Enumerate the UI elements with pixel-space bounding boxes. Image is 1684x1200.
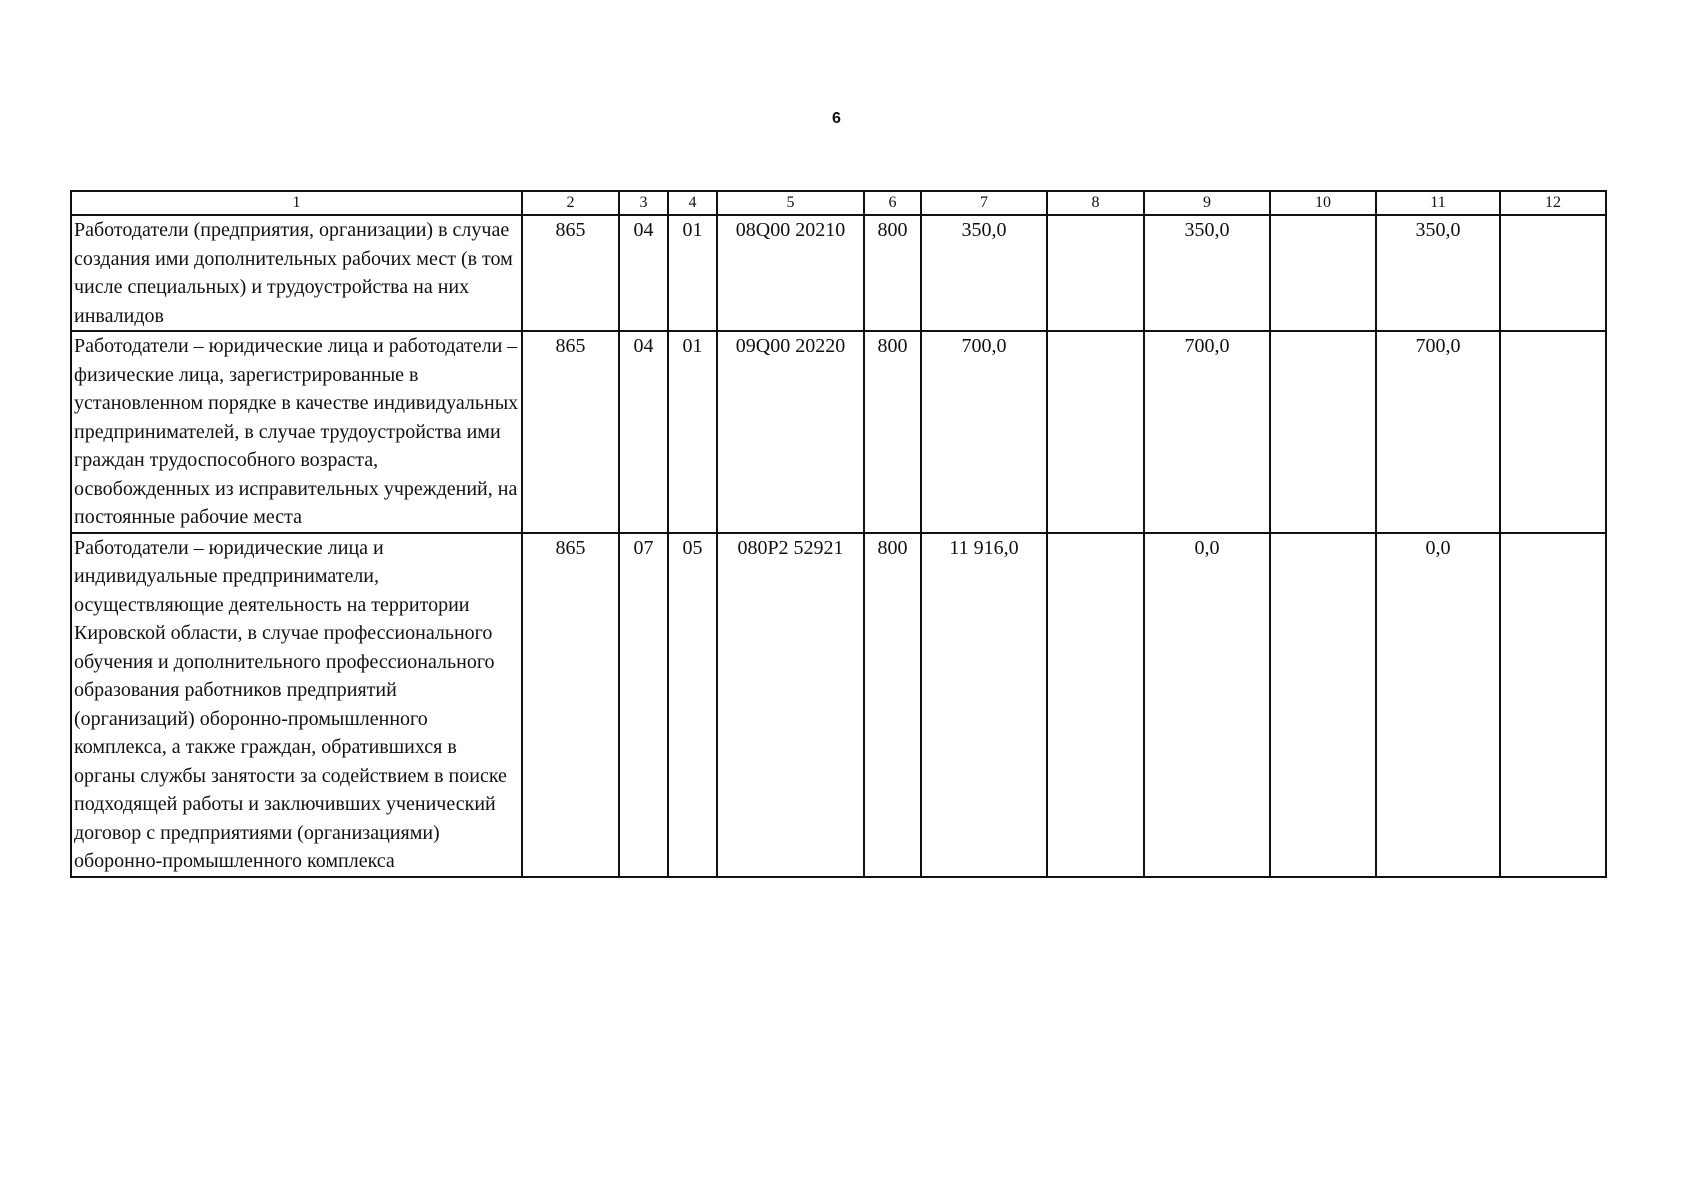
cell-col11: 350,0	[1376, 215, 1500, 331]
table-row	[71, 215, 1606, 331]
cell-col9: 350,0	[1144, 215, 1270, 331]
cell-col11: 700,0	[1376, 331, 1500, 533]
header-cell: 6	[864, 191, 921, 215]
cell-col7: 11 916,0	[921, 533, 1047, 877]
header-row	[71, 191, 1606, 215]
cell-col10	[1270, 215, 1376, 331]
cell-col7: 700,0	[921, 331, 1047, 533]
cell-col4: 01	[668, 215, 717, 331]
header-cell: 8	[1047, 191, 1144, 215]
cell-col6: 800	[864, 533, 921, 877]
header-cell: 12	[1500, 191, 1606, 215]
cell-col8	[1047, 533, 1144, 877]
cell-col2: 865	[522, 215, 619, 331]
header-cell: 7	[921, 191, 1047, 215]
cell-col3: 04	[619, 215, 668, 331]
budget-table	[70, 190, 1607, 878]
recipient-description: Работодатели – юридические лица и работодатели – физические лица, зарегистрированные в установленном порядке в качестве индивидуальных предпринимателей, в случае трудоустройства ими граждан трудоспособного возраста, освобожденных из исправительных учреждений, на постоянные рабочие места	[71, 331, 522, 533]
header-cell: 3	[619, 191, 668, 215]
header-cell: 11	[1376, 191, 1500, 215]
cell-col5: 08Q00 20210	[717, 215, 864, 331]
header-cell: 4	[668, 191, 717, 215]
header-cell: 10	[1270, 191, 1376, 215]
cell-col8	[1047, 215, 1144, 331]
cell-col5: 080P2 52921	[717, 533, 864, 877]
page-number: 6	[832, 110, 841, 127]
header-cell: 9	[1144, 191, 1270, 215]
cell-col6: 800	[864, 215, 921, 331]
cell-col12	[1500, 533, 1606, 877]
header-cell: 5	[717, 191, 864, 215]
recipient-description: Работодатели – юридические лица и индивидуальные предприниматели, осуществляющие деятельность на территории Кировской области, в случае профессионального обучения и дополнительного профессионального образования работников предприятий (организаций) оборонно-промышленного комплекса, а также граждан, обратившихся в органы службы занятости за содействием в поиске подходящей работы и заключивших ученический договор с предприятиями (организациями) оборонно-промышленного комплекса	[71, 533, 522, 877]
table-row	[71, 533, 1606, 877]
cell-col4: 05	[668, 533, 717, 877]
cell-col12	[1500, 331, 1606, 533]
cell-col3: 07	[619, 533, 668, 877]
cell-col11: 0,0	[1376, 533, 1500, 877]
cell-col10	[1270, 331, 1376, 533]
cell-col8	[1047, 331, 1144, 533]
cell-col2: 865	[522, 331, 619, 533]
cell-col5: 09Q00 20220	[717, 331, 864, 533]
cell-col9: 0,0	[1144, 533, 1270, 877]
cell-col7: 350,0	[921, 215, 1047, 331]
header-cell: 1	[71, 191, 522, 215]
cell-col2: 865	[522, 533, 619, 877]
cell-col10	[1270, 533, 1376, 877]
recipient-description: Работодатели (предприятия, организации) в случае создания ими дополнительных рабочих мест (в том числе специальных) и трудоустройства на них инвалидов	[71, 215, 522, 331]
cell-col12	[1500, 215, 1606, 331]
header-cell: 2	[522, 191, 619, 215]
cell-col9: 700,0	[1144, 331, 1270, 533]
cell-col6: 800	[864, 331, 921, 533]
cell-col3: 04	[619, 331, 668, 533]
table-row	[71, 331, 1606, 533]
cell-col4: 01	[668, 331, 717, 533]
